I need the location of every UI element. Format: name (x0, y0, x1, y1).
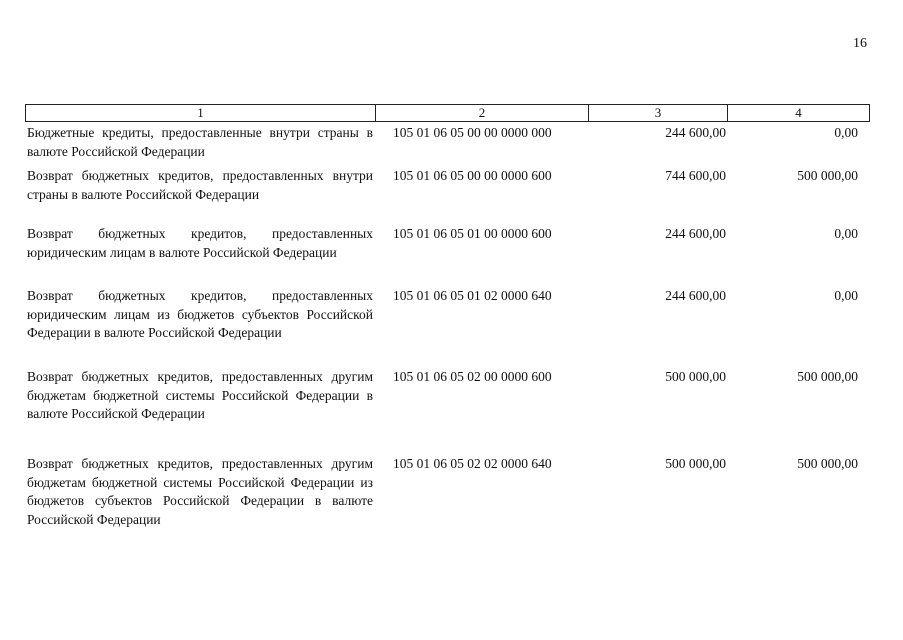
row-description: Возврат бюджетных кредитов, предоставленных другим бюджетам бюджетной системы Российской Федерации из бюджетов субъектов Российской Федерации в валюте Российской Федерации (27, 456, 373, 527)
page-number: 16 (853, 36, 867, 51)
table-header-cell-1: 1 (197, 105, 204, 120)
table-header-cell-3: 3 (588, 105, 727, 121)
row-code: 105 01 06 05 00 00 0000 600 (393, 168, 552, 183)
row-code: 105 01 06 05 01 02 0000 640 (393, 288, 552, 303)
row-value-3: 244 600,00 (665, 226, 726, 241)
row-value-4: 0,00 (834, 125, 858, 140)
row-value-3: 744 600,00 (665, 168, 726, 183)
table-header-row (25, 104, 870, 122)
row-code: 105 01 06 05 01 00 0000 600 (393, 226, 552, 241)
row-code: 105 01 06 05 02 00 0000 600 (393, 369, 552, 384)
row-description: Возврат бюджетных кредитов, предоставленных другим бюджетам бюджетной системы Российской Федерации в валюте Российской Федерации (27, 369, 373, 421)
row-code: 105 01 06 05 02 02 0000 640 (393, 456, 552, 471)
row-description: Возврат бюджетных кредитов, предоставленных юридическим лицам в валюте Российской Федерации (27, 226, 373, 260)
row-value-3: 244 600,00 (665, 125, 726, 140)
row-code: 105 01 06 05 00 00 0000 000 (393, 125, 552, 140)
row-value-4: 500 000,00 (797, 369, 858, 384)
table-header-cell-2: 2 (375, 105, 588, 121)
row-value-4: 500 000,00 (797, 456, 858, 471)
row-value-3: 244 600,00 (665, 288, 726, 303)
row-value-3: 500 000,00 (665, 456, 726, 471)
row-value-3: 500 000,00 (665, 369, 726, 384)
row-description: Возврат бюджетных кредитов, предоставленных внутри страны в валюте Российской Федерации (27, 168, 373, 202)
row-value-4: 500 000,00 (797, 168, 858, 183)
table-header-cell-4: 4 (727, 105, 869, 121)
row-description: Возврат бюджетных кредитов, предоставленных юридическим лицам из бюджетов субъектов Российской Федерации в валюте Российской Федерации (27, 288, 373, 340)
row-description: Бюджетные кредиты, предоставленные внутри страны в валюте Российской Федерации (27, 125, 373, 159)
row-value-4: 0,00 (834, 226, 858, 241)
row-value-4: 0,00 (834, 288, 858, 303)
